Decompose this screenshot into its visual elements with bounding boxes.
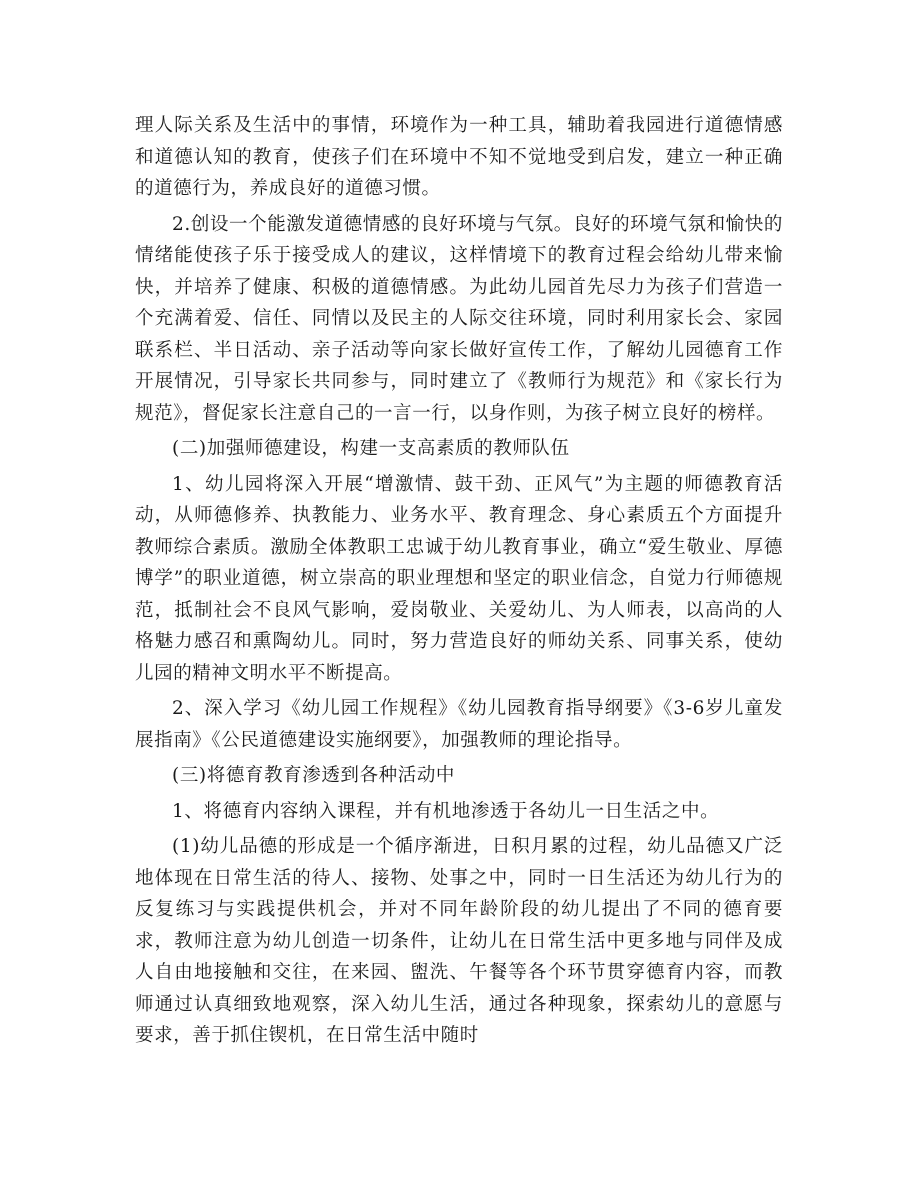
paragraph-subitem-1: (1)幼儿品德的形成是一个循序渐进，日积月累的过程，幼儿品德又广泛地体现在日常生活的待人、接物、处事之中，同时一日生活还为幼儿行为的反复练习与实践提供机会，并对不同年龄阶段的幼儿提出了不同的德育要求，教师注意为幼儿创造一切条件，让幼儿在日常生活中更多地与同伴及成人自由地接触和交往，在来园、盥洗、午餐等各个环节贯穿德育内容，而教师通过认真细致地观察，深入幼儿生活，通过各种现象，探索幼儿的意愿与要求，善于抓住锲机，在日常生活中随时 (135, 836, 783, 1046)
paragraph-continuation: 理人际关系及生活中的事情，环境作为一种工具，辅助着我园进行道德情感和道德认知的教育，使孩子们在环境中不知不觉地受到启发，建立一种正确的道德行为，养成良好的道德习惯。 (135, 115, 783, 199)
document-body (135, 110, 783, 1052)
section-heading-3: (三)将德育教育渗透到各种活动中 (172, 765, 456, 786)
paragraph-item-1: 1、幼儿园将深入开展“增激情、鼓干劲、正风气”为主题的师德教育活动，从师德修养、执教能力、业务水平、教育理念、身心素质五个方面提升教师综合素质。激励全体教职工忠诚于幼儿教育事业，确立“爱生敬业、厚德博学”的职业道德，树立崇高的职业理想和坚定的职业信念，自觉力行师德规范，抵制社会不良风气影响，爱岗敬业、关爱幼儿、为人师表，以高尚的人格魅力感召和熏陶幼儿。同时，努力营造良好的师幼关系、同事关系，使幼儿园的精神文明水平不断提高。 (135, 473, 783, 684)
paragraph-item-2b: 2、深入学习《幼儿园工作规程》《幼儿园教育指导纲要》《3-6岁儿童发展指南》《公民道德建设实施纲要》，加强教师的理论指导。 (135, 698, 783, 751)
paragraph-item-1b: 1、将德育内容纳入课程，并有机地渗透于各幼儿一日生活之中。 (172, 800, 720, 822)
paragraph-item-2: 2.创设一个能激发道德情感的良好环境与气氛。良好的环境气氛和愉快的情绪能使孩子乐于接受成人的建议，这样情境下的教育过程会给幼儿带来愉快，并培养了健康、积极的道德情感。为此幼儿园首先尽力为孩子们营造一个充满着爱、信任、同情以及民主的人际交往环境，同时利用家长会、家园联系栏、半日活动、亲子活动等向家长做好宣传工作，了解幼儿园德育工作开展情况，引导家长共同参与，同时建立了《教师行为规范》和《家长行为规范》，督促家长注意自己的一言一行，以身作则，为孩子树立良好的榜样。 (135, 213, 783, 424)
section-heading-2: (二)加强师德建设，构建一支高素质的教师队伍 (172, 438, 570, 459)
